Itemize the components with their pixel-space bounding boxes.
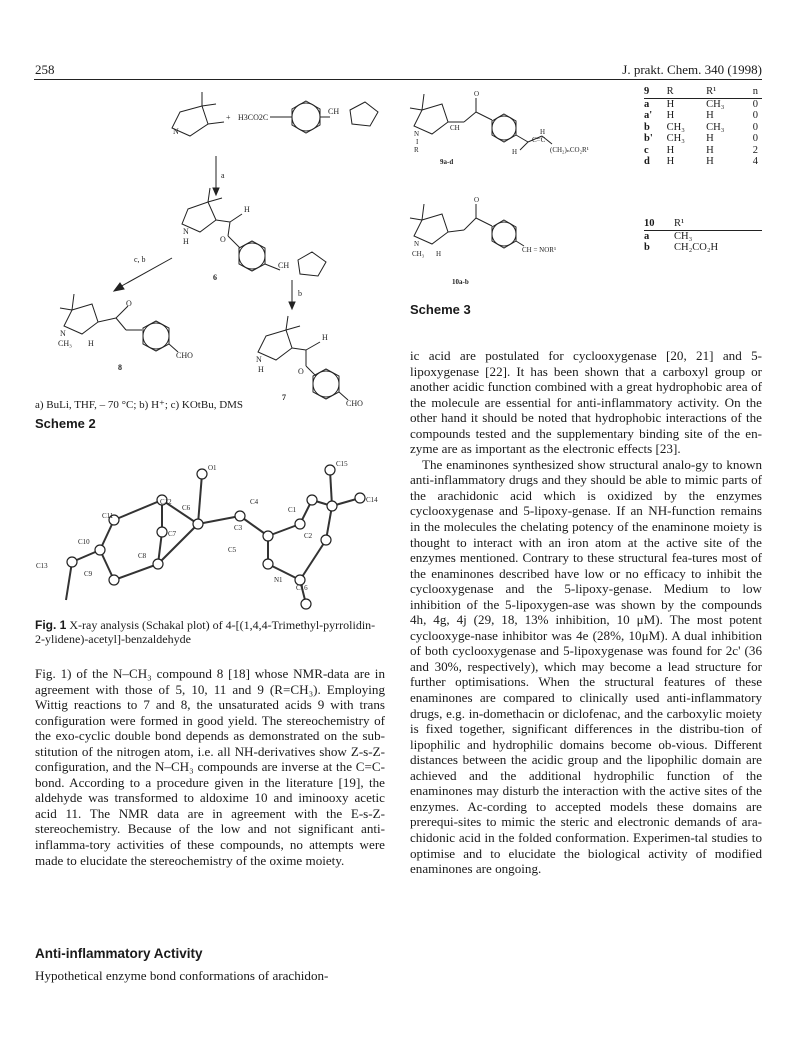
left-column-text bbox=[35, 666, 385, 868]
table10-header-R1: R¹ bbox=[674, 218, 685, 229]
svg-text:O: O bbox=[298, 367, 304, 376]
label-9a-d: 9a-d bbox=[440, 158, 454, 166]
table-row bbox=[644, 242, 762, 254]
table9-cell: H bbox=[706, 156, 714, 167]
atom-C6: C6 bbox=[182, 504, 191, 512]
atom-C5: C5 bbox=[228, 546, 237, 554]
atom-C4: C4 bbox=[250, 498, 259, 506]
scheme2-structures bbox=[30, 84, 390, 414]
table10-cell: CH₃ bbox=[674, 230, 693, 242]
atom-C8: C8 bbox=[138, 552, 147, 560]
table9-cell: b bbox=[644, 121, 650, 133]
svg-text:H: H bbox=[244, 205, 250, 214]
table9-cell: CH₃ bbox=[666, 121, 685, 133]
svg-text:N: N bbox=[256, 355, 262, 364]
table9-cell: CH₃ bbox=[666, 133, 685, 144]
table9-cell: 2 bbox=[752, 144, 758, 156]
table-9 bbox=[644, 86, 762, 168]
atom-C1: C1 bbox=[288, 506, 297, 514]
scheme3-title: Scheme 3 bbox=[410, 302, 471, 317]
right-paragraph-2: The enaminones synthesized show structural analo-gy to known anti-inflammatory drugs and they should be able to mimic parts of the arachidonic acid which is oxidized by the enzymes cyclooxygenase and 5-lipoxy-genase. If an NH-function remains in the molecules the chelating potency of the enaminone moiety is thought to interact with an iron atom at the active site of the enzymes mentioned. Contrary to these structural fea-tures most of the enaminones described have low or no efficacy to inhibit the cyclooxygenase and the 5-lipoxy-genase. Medium to low inhibition of the 5-lipoxygen-ase was shown by the compounds 4h, 4g, 4j (29, 18, 13% inhibition, 10 μM). The most potent cyclooxyge-nase inhibitor was 4e (28%, 10μM). A dual inhibition of both cyclooxygenase and 5-lipoxygenase was found for 2c' (36 and 30%, respectively), which may become a lead structure for further optimisations. When the structural features of these enaminones are compared to clinically used anti-inflammatory drugs, e.g. in-domethacin or diclofenac, and the carboxylic moiety is fixed together, significant differences in the distribu-tion of lipophilic and hydrophilic domains become ob-vious. Different distances between the acidic group and the lipophilic domain are achieved and the additional hydrophilic function of the enaminones may disturb the interaction with the active sites of the enzymes. Ac-cording to accepted models these domains are prerequi-sites to mimic the steric and electronic demands of ara-chidonic acid in the folded conformation. Experimen-tal studies to optimise and to elucidate the biological activity of modified enaminones are ongoing. bbox=[410, 456, 762, 877]
table9-cell: H bbox=[706, 133, 714, 144]
figure1-caption-text: X-ray analysis (Schakal plot) of 4-[(1,4,4-Trimethyl-pyrrolidin-2-ylidene)-acetyl]-benzaldehyde bbox=[35, 618, 376, 646]
table9-cell: a bbox=[644, 98, 650, 110]
table9-cell: H bbox=[706, 144, 714, 156]
svg-text:O: O bbox=[474, 90, 480, 98]
svg-text:H: H bbox=[322, 333, 328, 342]
atom-C12: C12 bbox=[160, 498, 172, 506]
table9-cell: a' bbox=[644, 110, 653, 121]
table-row bbox=[644, 156, 762, 168]
svg-text:H: H bbox=[258, 365, 264, 374]
header-rule bbox=[34, 79, 762, 80]
table-row bbox=[644, 110, 762, 122]
page-number: 258 bbox=[35, 62, 55, 77]
atom-N1: N1 bbox=[274, 576, 283, 584]
figure1-xray-plot bbox=[30, 440, 390, 612]
step-a: a bbox=[221, 171, 225, 180]
right-paragraph-1: ic acid are postulated for cyclooxygenase [20, 21] and 5-lipoxygenase [22]. It has been shown that a carboxyl group or another acidic function combined with a great hydrophobic area of the molecule are essential for anti-inflammatory activity. On the other hand it should be noted that hydrophobic interactions of the compounds tested and the supplementary binding site of the en-zyme are as important as the electronic effects [23]. bbox=[410, 348, 762, 457]
table9-cell: CH₃ bbox=[706, 121, 725, 133]
svg-text:CH₃: CH₃ bbox=[412, 250, 425, 258]
figure1-caption-label: Fig. 1 bbox=[35, 618, 67, 632]
svg-text:O: O bbox=[220, 235, 226, 244]
atom-C14: C14 bbox=[366, 496, 378, 504]
table9-cell: d bbox=[644, 156, 650, 167]
svg-text:N: N bbox=[173, 127, 179, 136]
svg-text:CH: CH bbox=[450, 124, 460, 132]
atom-C10: C10 bbox=[78, 538, 90, 546]
svg-text:O: O bbox=[474, 196, 480, 204]
svg-text:H: H bbox=[512, 148, 518, 156]
compound-8-label: 8 bbox=[118, 363, 122, 372]
table9-header-R: R bbox=[666, 86, 674, 97]
svg-text:O: O bbox=[126, 299, 132, 308]
svg-text:N: N bbox=[414, 240, 420, 248]
svg-text:N: N bbox=[60, 329, 66, 338]
step-cb: c, b bbox=[134, 255, 146, 264]
table-row bbox=[644, 145, 762, 157]
table10-cell: b bbox=[644, 242, 650, 253]
table9-cell: 0 bbox=[752, 121, 758, 133]
svg-text:CHO: CHO bbox=[176, 351, 193, 360]
compound-7-label: 7 bbox=[282, 393, 286, 402]
table9-cell: 0 bbox=[752, 133, 758, 144]
table9-cell: H bbox=[706, 110, 714, 121]
compound-6-label: 6 bbox=[213, 273, 217, 282]
reagent-formula: H3CO2C bbox=[238, 113, 269, 122]
table9-header-R1: R¹ bbox=[706, 86, 717, 97]
svg-text:H: H bbox=[436, 250, 442, 258]
table-row bbox=[644, 122, 762, 134]
step-b: b bbox=[298, 289, 302, 298]
svg-text:CH: CH bbox=[278, 261, 290, 270]
table9-cell: b' bbox=[644, 133, 653, 144]
table10-header-10: 10 bbox=[644, 218, 655, 229]
scheme2-title: Scheme 2 bbox=[35, 416, 96, 431]
table9-cell: H bbox=[666, 110, 675, 121]
atom-C15: C15 bbox=[336, 460, 348, 468]
table-10 bbox=[644, 218, 762, 254]
table9-header-n: n bbox=[752, 86, 758, 97]
table9-header-9: 9 bbox=[644, 86, 650, 97]
svg-text:I: I bbox=[416, 138, 419, 146]
table9-cell: 0 bbox=[752, 98, 758, 110]
atom-C16: C16 bbox=[296, 584, 308, 592]
figure1-caption bbox=[35, 618, 385, 646]
atom-C2: C2 bbox=[304, 532, 313, 540]
atom-C7: C7 bbox=[168, 530, 177, 538]
svg-text:CH: CH bbox=[328, 107, 340, 116]
table9-cell: H bbox=[666, 156, 675, 167]
left-paragraph-1: Fig. 1) of the N–CH₃ compound 8 [18] whose NMR-data are in agreement with those of 5, 10, 11 and 9 (R=CH₃). Employing Wittig reactions to 7 and 8, the unsaturated acids 9 with trans configuration were formed in good yield. The stereochemistry of the exo-cyclic double bond depends as demonstrated on the sub-stitution of the nitrogen atom, i.e. all NH-derivatives show Z-s-Z-configuration, and the N–CH₃ compounds are inverse at the C=C-bond. According to a procedure given in the literature [19], the aldehyde was transformed to aldoxime 10 and iminooxy acetic acid 11. The NMR data are in agreement with the E-s-Z-stereochemistry. Because of the low and not significant anti-inflamma-tory activities of these compounds, no attempts were made to elucidate the stereochemistry of the oxime moiety. bbox=[35, 666, 385, 868]
svg-text:N: N bbox=[414, 130, 420, 138]
scheme3-structures bbox=[404, 84, 636, 290]
svg-text:CH₃: CH₃ bbox=[58, 339, 72, 348]
table9-cell: 4 bbox=[752, 156, 758, 167]
section-heading-anti-inflammatory: Anti-inflammatory Activity bbox=[35, 946, 203, 961]
table-row bbox=[644, 133, 762, 145]
svg-text:H: H bbox=[88, 339, 94, 348]
table9-cell: 0 bbox=[752, 110, 758, 121]
svg-text:CHO: CHO bbox=[346, 399, 363, 408]
table10-cell: a bbox=[644, 230, 650, 242]
atom-C9: C9 bbox=[84, 570, 93, 578]
table9-cell: H bbox=[666, 98, 675, 110]
svg-text:H: H bbox=[540, 128, 546, 136]
svg-text:C=C: C=C bbox=[532, 136, 546, 144]
group-ch-nor: CH = NOR¹ bbox=[522, 246, 557, 254]
table9-cell: CH₃ bbox=[706, 98, 725, 110]
svg-text:R: R bbox=[414, 146, 419, 154]
svg-text:N: N bbox=[183, 227, 189, 236]
plus-sign: + bbox=[226, 113, 231, 122]
table10-cell: CH₂CO₂H bbox=[674, 242, 719, 253]
group-ch2co2r: (CH₂)ₙCO₂R¹ bbox=[550, 146, 589, 154]
table9-cell: H bbox=[666, 144, 675, 156]
scheme2-conditions: a) BuLi, THF, – 70 °C; b) H⁺; c) KOtBu, DMS bbox=[35, 399, 244, 411]
atom-C13: C13 bbox=[36, 562, 48, 570]
svg-text:H: H bbox=[183, 237, 189, 246]
left-column-text-2 bbox=[35, 968, 385, 984]
running-header: J. prakt. Chem. 340 (1998) bbox=[622, 62, 762, 77]
atom-C3: C3 bbox=[234, 524, 243, 532]
table-row bbox=[644, 98, 762, 110]
left-paragraph-2: Hypothetical enzyme bond conformations of arachidon- bbox=[35, 968, 329, 983]
atom-C11: C11 bbox=[102, 512, 114, 520]
label-10a-b: 10a-b bbox=[452, 278, 469, 286]
table-row bbox=[644, 230, 762, 242]
right-column-text bbox=[410, 348, 762, 877]
atom-O1: O1 bbox=[208, 464, 217, 472]
table9-cell: c bbox=[644, 144, 649, 156]
